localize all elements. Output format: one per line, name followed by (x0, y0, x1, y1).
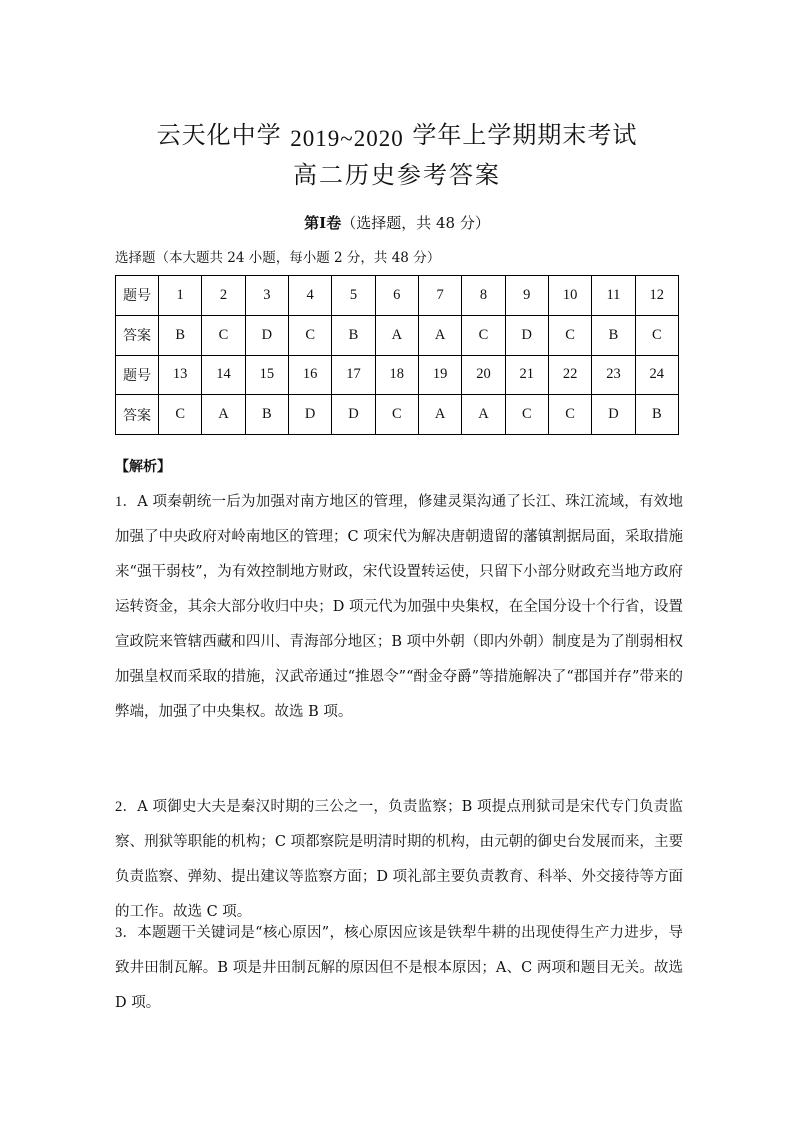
analysis-item-number: 2． (115, 799, 138, 815)
section-title-rest: （选择题，共 48 分） (341, 214, 490, 232)
answer-cell: C (548, 395, 591, 435)
answer-row (116, 315, 679, 355)
exam-subtitle: 高二历史参考答案 (293, 161, 501, 189)
answer-row (116, 395, 679, 435)
title-prefix: 云天化中学 (156, 121, 282, 149)
question-number: 11 (592, 276, 635, 316)
question-number: 23 (592, 355, 635, 395)
section-title (0, 212, 794, 233)
analysis-item-text: 本题题干关键词是“核心原因”，核心原因应该是铁犁牛耕的出现使得生产力进步，导致井田制瓦解。B 项是井田制瓦解的原因但不是根本原因；A、C 两项和题目无关。故选 D 项。 (115, 925, 683, 1011)
answer-cell: A (462, 395, 505, 435)
answer-cell: C (288, 315, 331, 355)
answer-cell: B (245, 395, 288, 435)
question-number: 12 (635, 276, 678, 316)
answer-cell: C (202, 315, 245, 355)
answer-cell: B (635, 395, 678, 435)
question-number: 13 (159, 355, 202, 395)
answer-cell: B (592, 315, 635, 355)
answer-cell: B (332, 315, 375, 355)
question-number: 22 (548, 355, 591, 395)
question-number: 20 (462, 355, 505, 395)
answer-cell: C (159, 395, 202, 435)
analysis-item-text: A 项御史大夫是秦汉时期的三公之一，负责监察；B 项提点刑狱司是宋代专门负责监察、刑狱等职能的机构；C 项都察院是明清时期的机构，由元朝的御史台发展而来，主要负责监察、弹劾、提出建议等监察方面；D 项礼部主要负责教育、科举、外交接待等方面的工作。故选 C 项。 (115, 799, 684, 920)
question-number: 9 (505, 276, 548, 316)
answer-cell: D (592, 395, 635, 435)
question-label: 题号 (116, 276, 159, 316)
question-number-row (116, 355, 679, 395)
answer-cell: C (635, 315, 678, 355)
question-number: 7 (418, 276, 461, 316)
analysis-item-number: 3． (115, 925, 138, 941)
question-number: 6 (375, 276, 418, 316)
analysis-item-3 (115, 916, 683, 1021)
question-number: 17 (332, 355, 375, 395)
question-number: 15 (245, 355, 288, 395)
analysis-item-number: 1． (115, 494, 138, 510)
question-number: 2 (202, 276, 245, 316)
title-suffix: 学年上学期期末考试 (412, 121, 638, 149)
question-number: 24 (635, 355, 678, 395)
question-number: 18 (375, 355, 418, 395)
choice-description: 选择题（本大题共 24 小题，每小题 2 分，共 48 分） (115, 250, 441, 266)
question-number: 21 (505, 355, 548, 395)
question-number: 5 (332, 276, 375, 316)
analysis-item-2 (115, 790, 683, 930)
answer-label: 答案 (116, 395, 159, 435)
answer-cell: C (505, 395, 548, 435)
answer-cell: A (202, 395, 245, 435)
title-years: 2019~2020 (290, 126, 404, 151)
question-number: 19 (418, 355, 461, 395)
answer-cell: D (332, 395, 375, 435)
analysis-item-1 (115, 485, 683, 730)
answer-cell: B (159, 315, 202, 355)
analysis-item-text: A 项秦朝统一后为加强对南方地区的管理，修建灵渠沟通了长江、珠江流域，有效地加强了中央政府对岭南地区的管理；C 项宋代为解决唐朝遗留的藩镇割据局面，采取措施来“强干弱枝”，为有效控制地方财政，宋代设置转运使，只留下小部分财政充当地方政府运转资金，其余大部分收归中央；D 项元代为加强中央集权，在全国分设十个行省，设置宣政院来管辖西藏和四川、青海部分地区；B 项中外朝（即内外朝）制度是为了削弱相权加强皇权而采取的措施，汉武帝通过“推恩令”“酎金夺爵”等措施解决了“郡国并存”带来的弊端，加强了中央集权。故选 B 项。 (115, 494, 684, 720)
answer-cell: C (375, 395, 418, 435)
question-number: 14 (202, 355, 245, 395)
answer-cell: C (462, 315, 505, 355)
question-number: 10 (548, 276, 591, 316)
analysis-label: 【解析】 (115, 459, 171, 475)
question-number: 8 (462, 276, 505, 316)
answer-cell: D (245, 315, 288, 355)
answer-label: 答案 (116, 315, 159, 355)
exam-title (0, 115, 794, 150)
section-title-bold: 第Ⅰ卷 (304, 214, 342, 232)
question-label: 题号 (116, 355, 159, 395)
answer-cell: D (505, 315, 548, 355)
answer-cell: C (548, 315, 591, 355)
answer-table (115, 275, 679, 435)
question-number: 4 (288, 276, 331, 316)
question-number: 16 (288, 355, 331, 395)
question-number: 3 (245, 276, 288, 316)
question-number-row (116, 276, 679, 316)
answer-cell: A (418, 395, 461, 435)
answer-cell: A (375, 315, 418, 355)
question-number: 1 (159, 276, 202, 316)
answer-cell: D (288, 395, 331, 435)
answer-cell: A (418, 315, 461, 355)
